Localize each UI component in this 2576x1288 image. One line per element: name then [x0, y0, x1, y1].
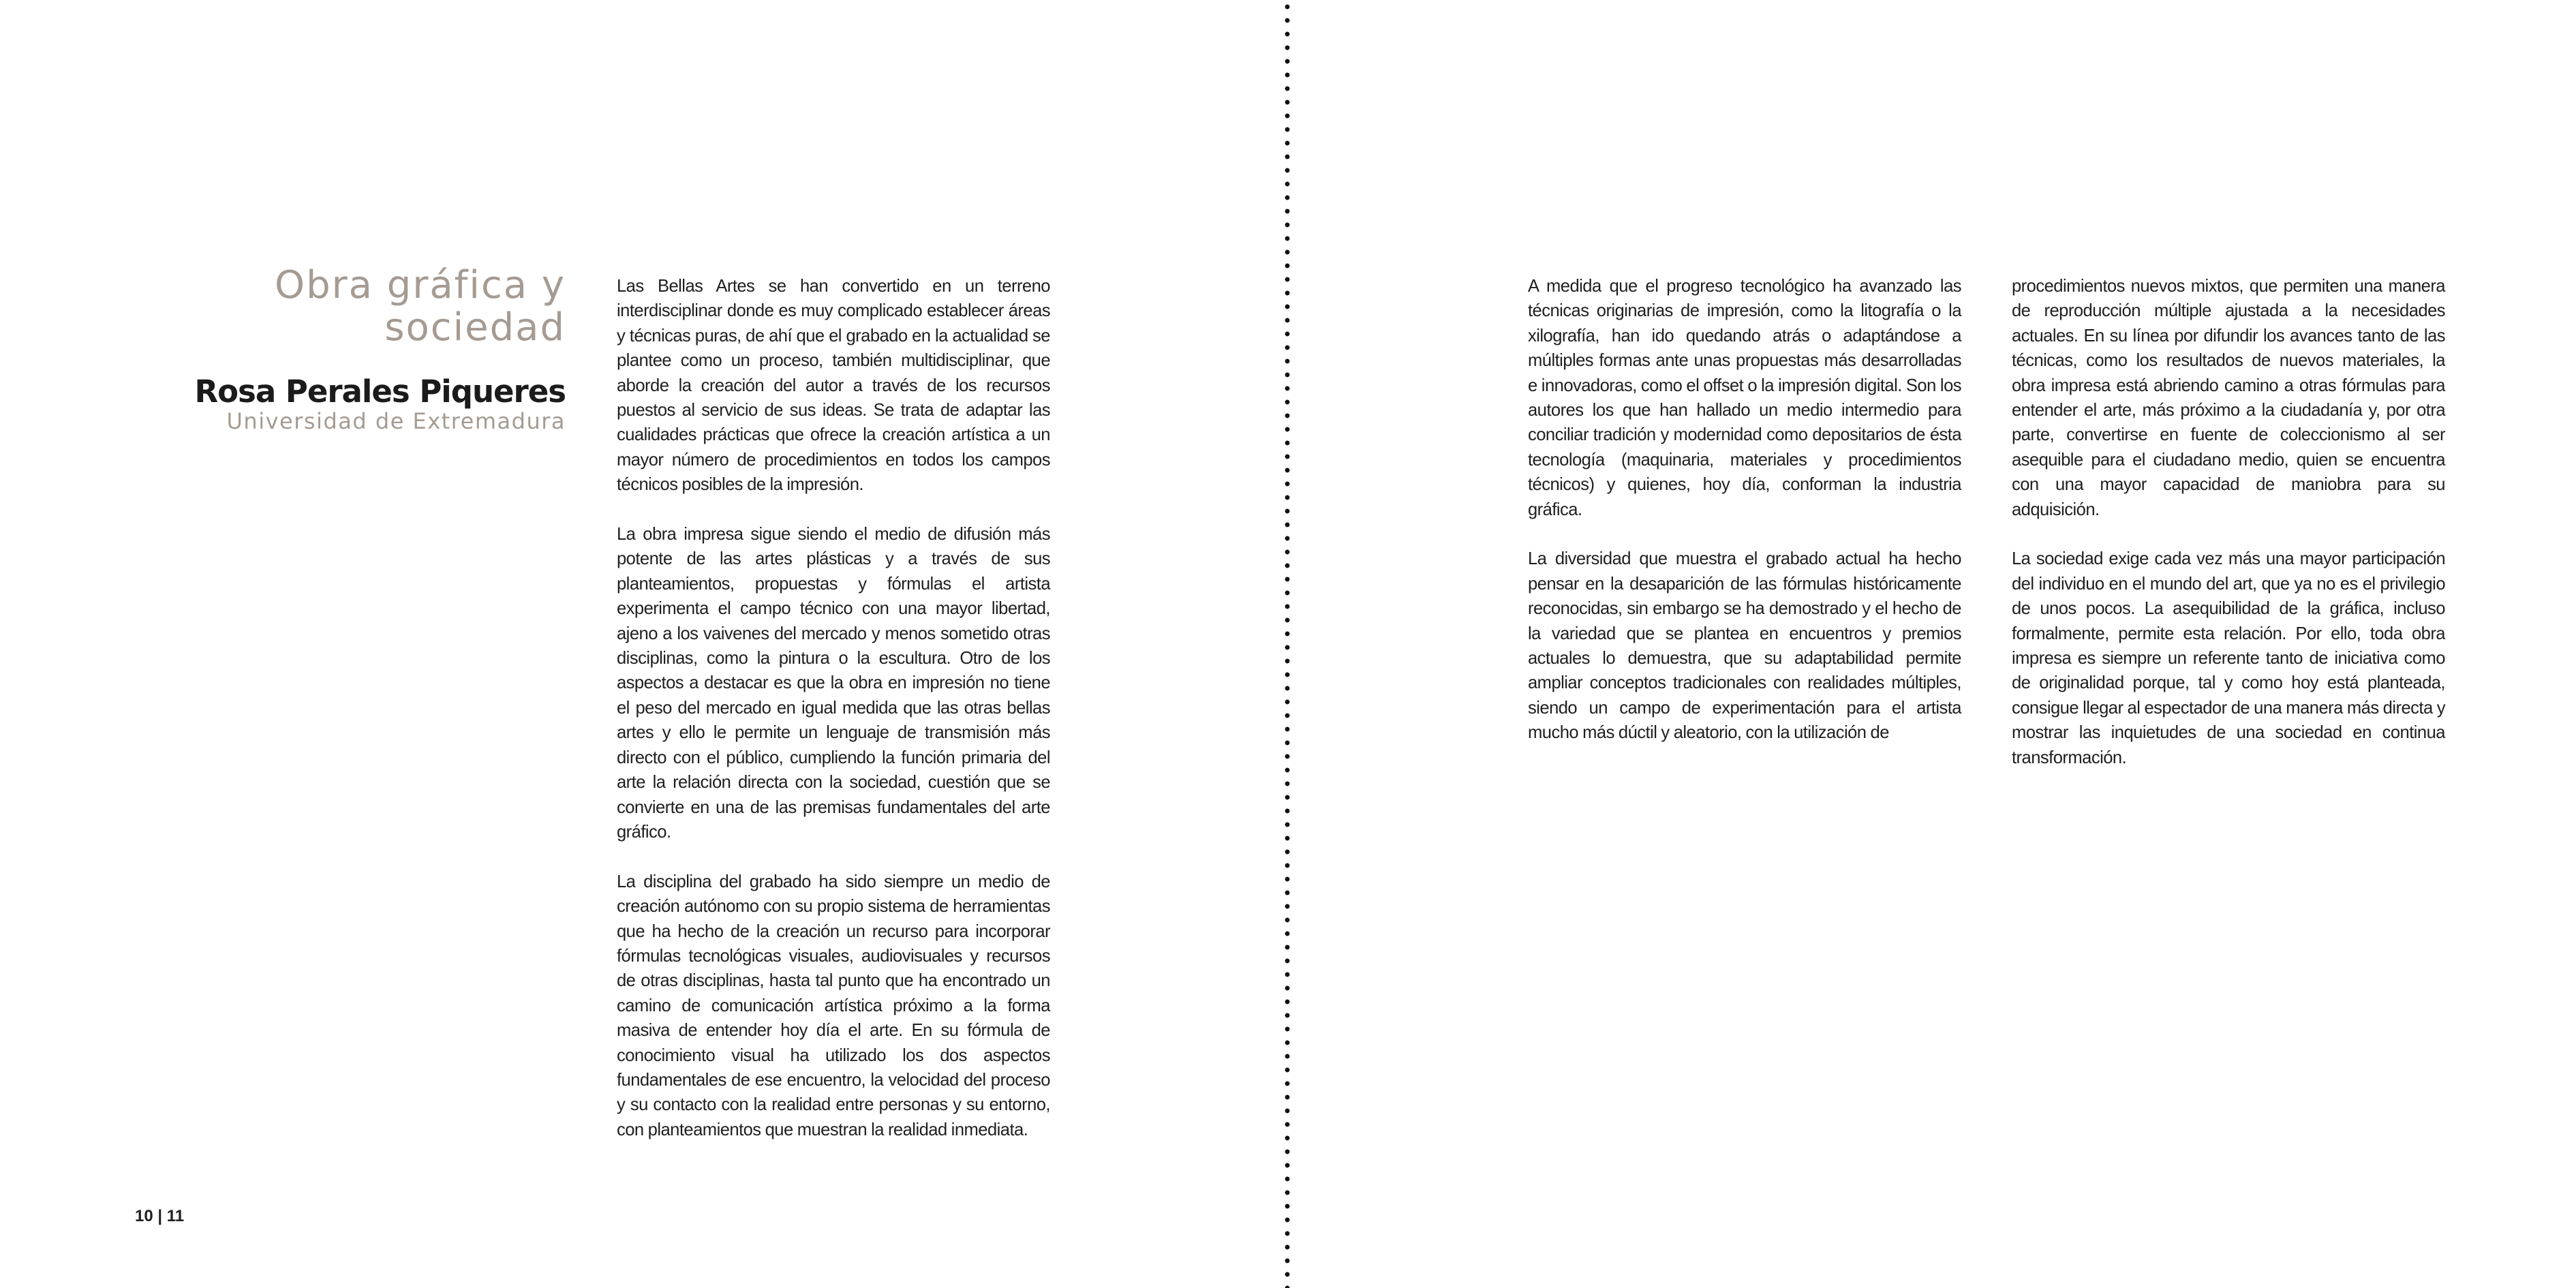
paragraph: procedimientos nuevos mixtos, que permiten una manera de reproducción múltiple ajustada a la necesidades actuales. En su línea por difundir los avances tanto de las técnicas, como los resultados de nuevos materiales, la obra impresa está abriendo camino a otras fórmulas para entender el arte, más próximo a la ciudadanía y, por otra parte, convertirse en fuente de coleccionismo al ser asequible para el ciudadano medio, quien se encuentra con una mayor capacidad de maniobra para su adquisición.	[2012, 277, 2445, 519]
paragraph: La diversidad que muestra el grabado actual ha hecho pensar en la desaparición de las fórmulas históricamente reconocidas, sin embargo se ha demostrado y el hecho de la variedad que se plantea en encuentros y premios actuales lo demuestra, que su adaptabilidad permite ampliar conceptos tradicionales con realidades múltiples, siendo un campo de experimentación para el artista mucho más dúctil y aleatorio, con la utilización de	[1528, 549, 1961, 743]
article-title: Obra gráfica y sociedad	[275, 263, 566, 350]
text-column-left-page	[617, 274, 1050, 1167]
paragraph: La sociedad exige cada vez más una mayor participación del individuo en el mundo del art, que ya no es el privilegio de unos pocos. La asequibilidad de la gráfica, incluso formalmente, permite esta relación. Por ello, toda obra impresa es siempre un referente tanto de iniciativa como de originalidad porque, tal y como hoy está planteada, consigue llegar al espectador de una manera más directa y mostrar las inquietudes de una sociedad en continua transformación.	[2012, 549, 2445, 767]
paragraph: La disciplina del grabado ha sido siempre un medio de creación autónomo con su propio sistema de herramientas que ha hecho de la creación un recurso para incorporar fórmulas tecnológicas visuales, audiovisuales y recursos de otras disciplinas, hasta tal punto que ha encontrado un camino de comunicación artística próximo a la forma masiva de entender hoy día el arte. En su fórmula de conocimiento visual ha utilizado los dos aspectos fundamentales de ese encuentro, la velocidad del proceso y su contacto con la realidad entre personas y su entorno, con planteamientos que muestran la realidad inmediata.	[617, 872, 1050, 1139]
paragraph: La obra impresa sigue siendo el medio de difusión más potente de las artes plásticas y a través de sus planteamientos, propuestas y fórmulas el artista experimenta el campo técnico con una mayor libertad, ajeno a los vaivenes del mercado y menos sometido otras disciplinas, como la pintura o la escultura. Otro de los aspectos a destacar es que la obra en impresión no tiene el peso del mercado en igual medida que las otras bellas artes y ello le permite un lenguaje de transmisión más directo con el público, cumpliendo la función primaria del arte la relación directa con la sociedad, cuestión que se convierte en una de las premisas fundamentales del arte gráfico.	[617, 525, 1050, 842]
text-column-right-page-second	[2012, 274, 2445, 795]
paragraph: Las Bellas Artes se han convertido en un terreno interdisciplinar donde es muy complicado establecer áreas y técnicas puras, de ahí que el grabado en la actualidad se plantee como un proceso, también multidisciplinar, que aborde la creación del autor a través de los recursos puestos al servicio de sus ideas. Se trata de adaptar las cualidades prácticas que ofrece la creación artística a un mayor número de procedimientos en todos los campos técnicos posibles de la impresión.	[617, 277, 1050, 495]
text-column-right-page-first	[1528, 274, 1961, 770]
author-name: Rosa Perales Piqueres	[194, 373, 566, 410]
page-spread-divider	[1284, 0, 1291, 1288]
page-numbers: 10 | 11	[135, 1207, 185, 1225]
article-heading	[102, 264, 566, 433]
author-affiliation: Universidad de Extremadura	[226, 408, 566, 434]
paragraph: A medida que el progreso tecnológico ha avanzado las técnicas originarias de impresión, como la litografía o la xilografía, han ido quedando atrás o adaptándose a múltiples formas ante unas propuestas más desarrolladas e innovadoras, como el offset o la impresión digital. Son los autores los que han hallado un medio intermedio para conciliar tradición y modernidad como depositarios de ésta tecnología (maquinaria, materiales y procedimientos técnicos) y quienes, hoy día, conforman la industria gráfica.	[1528, 277, 1961, 519]
